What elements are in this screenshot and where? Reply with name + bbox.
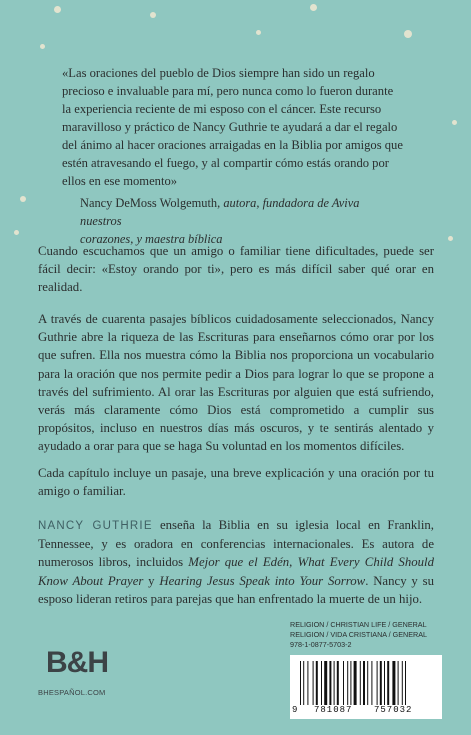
barcode-bar: [387, 661, 389, 705]
decorative-dot: [40, 44, 45, 49]
decorative-dot: [54, 6, 61, 13]
publisher-logo: [38, 646, 108, 706]
quote-attribution: [80, 194, 400, 248]
category-block: [290, 620, 440, 650]
publisher-website: BHESPAÑOL.COM: [38, 688, 106, 697]
barcode-bar: [380, 661, 382, 705]
barcode-bar: [324, 661, 327, 705]
publisher-logo-mark: B&H: [46, 646, 108, 679]
barcode-bars: [300, 661, 432, 705]
author-name: NANCY GUTHRIE: [38, 520, 153, 532]
author-bio: [38, 516, 434, 608]
quote-line: «Las oraciones del pueblo de Dios siempre han sido un regalo: [62, 66, 375, 80]
decorative-dot: [452, 120, 457, 125]
quote-line: maravilloso y práctico de Nancy Guthrie te ayudará a dar el regalo: [62, 120, 398, 134]
barcode-digit-group: 757032: [374, 705, 413, 715]
quote-role: autora, fundadora de Aviva nuestros: [80, 196, 360, 228]
barcode-bar: [300, 661, 301, 705]
barcode-bar: [377, 661, 378, 705]
book-title: Hearing Jesus Speak into Your Sorrow: [159, 573, 366, 588]
decorative-dot: [448, 236, 453, 241]
barcode-bar: [405, 661, 406, 705]
quote-author: Nancy DeMoss Wolgemuth,: [80, 196, 221, 210]
barcode-bar: [347, 661, 348, 705]
barcode-bar: [334, 661, 335, 705]
decorative-dot: [150, 12, 156, 18]
barcode-bar: [313, 661, 314, 705]
decorative-dot: [310, 4, 317, 11]
barcode-digit-first: 9: [292, 705, 298, 715]
book-title: What Every Child Should Know About Prayer: [38, 555, 434, 588]
barcode-bar: [384, 661, 385, 705]
category-line: RELIGION / CHRISTIAN LIFE / GENERAL: [290, 620, 427, 629]
barcode-bar: [392, 661, 395, 705]
decorative-dot: [20, 196, 26, 202]
barcode-bar: [329, 661, 331, 705]
description-paragraph: Cada capítulo incluye un pasaje, una breve explicación y una oración por tu amigo o familiar.: [38, 466, 434, 499]
barcode-bar: [354, 661, 357, 705]
description-paragraph: Cuando escuchamos que un amigo o familiar tiene dificultades, puede ser fácil decir: «Estoy orando por ti», pero es más difícil saber qué orar en realidad.: [38, 244, 434, 295]
quote-line: la experiencia reciente de mi esposo con el cáncer. Este recurso: [62, 102, 382, 116]
barcode-bar: [398, 661, 399, 705]
barcode-bar: [321, 661, 322, 705]
barcode-bar: [360, 661, 361, 705]
barcode-bar: [350, 661, 351, 705]
barcode-bar: [371, 661, 372, 705]
decorative-dot: [404, 30, 412, 38]
barcode-bar: [343, 661, 344, 705]
category-line: RELIGION / VIDA CRISTIANA / GENERAL: [290, 630, 427, 639]
bio-text: enseña la Biblia en su iglesia local en Franklin, Tennessee, y es oradora en conferencias internacionales. Es autora de numerosos libros, incluidos: [38, 518, 434, 570]
book-title: Mejor que el Edén: [188, 555, 290, 570]
barcode-bar: [363, 661, 365, 705]
isbn: 978-1-0877-5703-2: [290, 640, 352, 649]
quote-role: corazones, y maestra bíblica: [80, 232, 223, 246]
description-paragraph: A través de cuarenta pasajes bíblicos cuidadosamente seleccionados, Nancy Guthrie abre la riqueza de las Escrituras para enseñarnos cómo orar por los que sufren. Ella nos muestra cómo la Biblia nos proporciona un vocabulario para la oración que nos permite pedir a Dios para lograr lo que se propone a través del sufrimiento. Al orar las Escrituras por alguien que está sufriendo, verás más claramente cómo Dios está comprometido a cumplir sus propósitos, incluso en nuestros días más oscuros, y te sentirás alentado y ayudado a orar para que se haga Su voluntad en los momentos difíciles.: [38, 312, 434, 454]
bio-text: ,: [289, 555, 298, 570]
quote-line: ellos en ese momento»: [62, 174, 178, 188]
barcode-bar: [337, 661, 339, 705]
decorative-dot: [256, 30, 261, 35]
quote-line: precioso e invaluable para mí, pero nunca como lo fueron durante: [62, 84, 394, 98]
barcode-bar: [402, 661, 403, 705]
barcode-bar: [367, 661, 368, 705]
barcode-digit-group: 781087: [314, 705, 353, 715]
barcode-bar: [316, 661, 318, 705]
barcode-bar: [303, 661, 304, 705]
bio-text: . Nancy y su esposo lideran retiros para parejas que han enfrentado la muerte de un hijo.: [38, 573, 434, 606]
quote-line: estén atravesando el fuego, y al compartir cómo estás orando por: [62, 156, 389, 170]
decorative-dot: [14, 230, 19, 235]
barcode: [290, 655, 442, 719]
endorsement-quote: [62, 64, 414, 190]
barcode-bar: [307, 661, 308, 705]
bio-text: y: [143, 573, 160, 588]
quote-line: del ánimo al hacer oraciones arraigadas en la Biblia por amigos que: [62, 138, 403, 152]
